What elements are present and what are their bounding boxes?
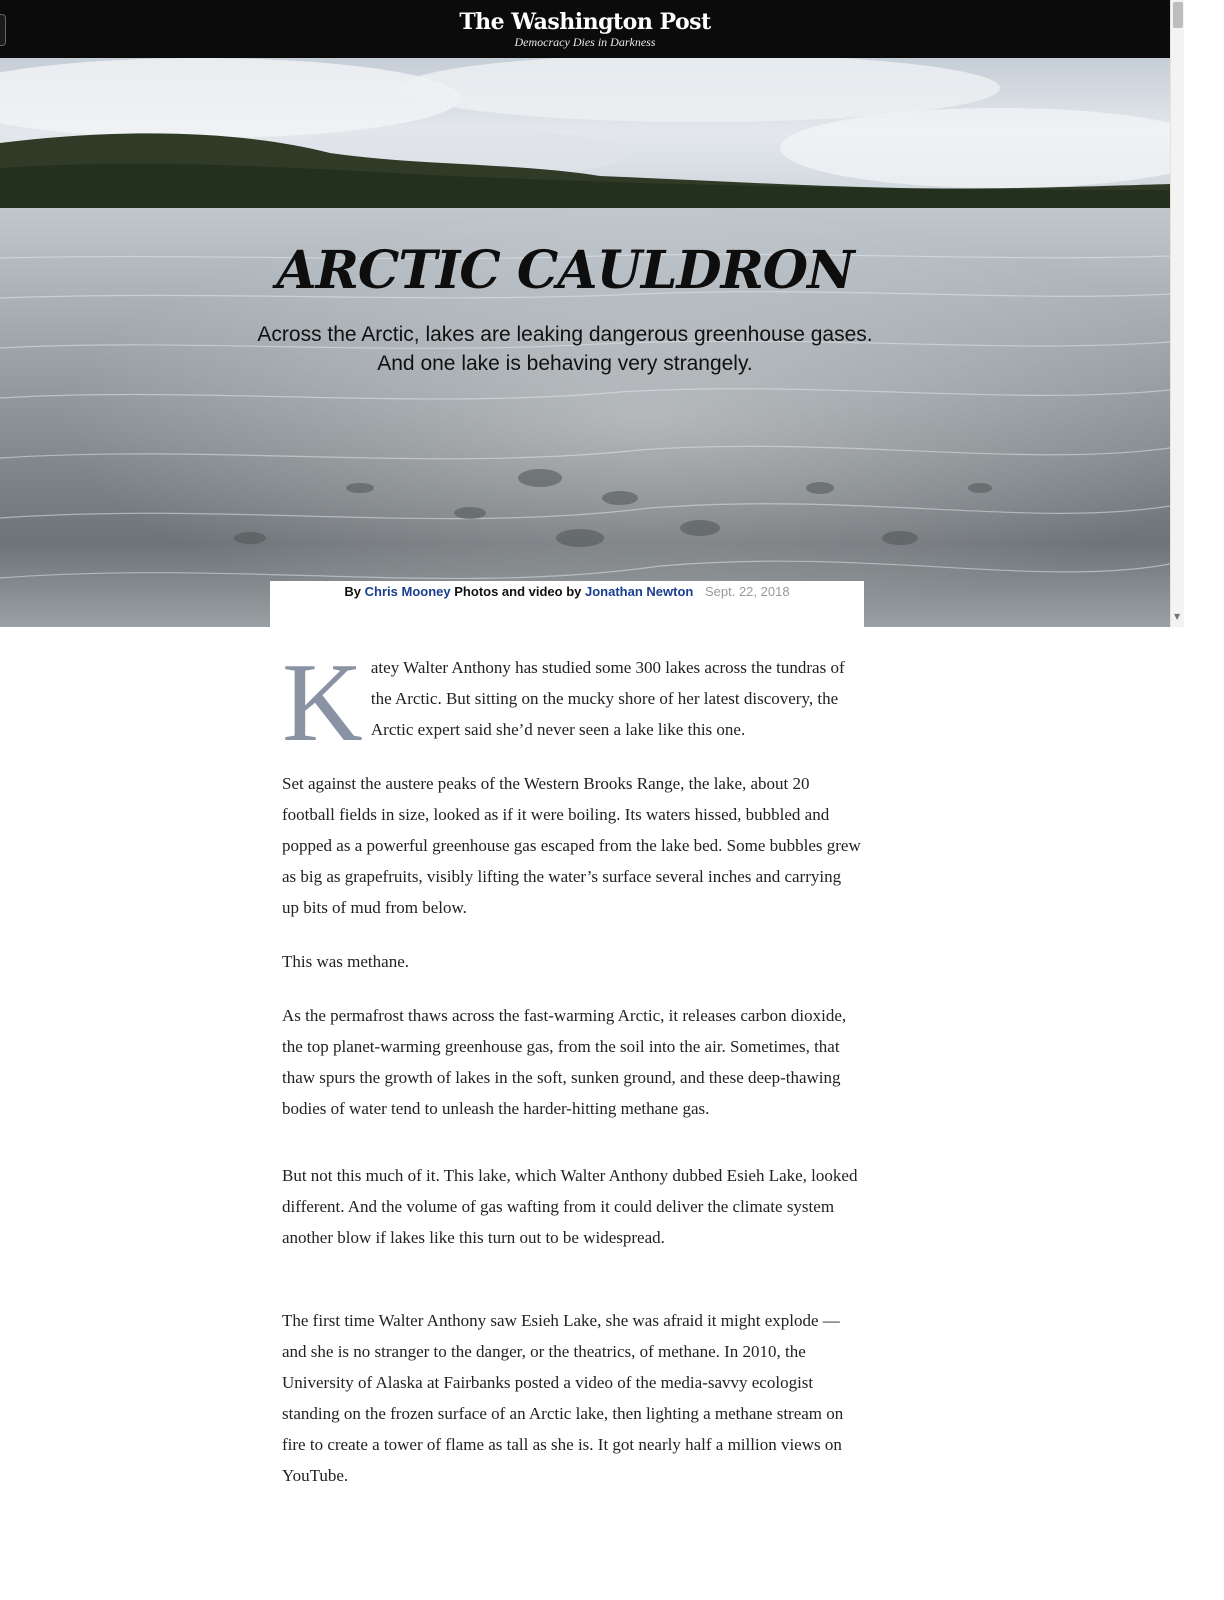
paragraph-3: This was methane. — [282, 952, 409, 971]
headline: ARCTIC CAULDRON — [276, 240, 854, 301]
author-link-chris-mooney[interactable]: Chris Mooney — [364, 584, 451, 599]
scrollbar[interactable] — [1170, 0, 1184, 627]
masthead[interactable] — [0, 9, 1170, 49]
byline-photos-label: Photos and video by — [454, 584, 582, 599]
paragraph-1 — [282, 641, 862, 765]
subheadline: Across the Arctic, lakes are leaking dangerous greenhouse gases. And one lake is behaving very strangely. — [257, 323, 873, 375]
drop-cap: K — [282, 641, 363, 765]
author-link-jonathan-newton[interactable]: Jonathan Newton — [585, 584, 694, 599]
byline-by: By — [344, 584, 362, 599]
paragraph-4: As the permafrost thaws across the fast-warming Arctic, it releases carbon dioxide, the top planet-warming greenhouse gas, from the soil into the air. Sometimes, that thaw spurs the growth of lakes in the soft, sunken ground, and these deep-thawing bodies of water tend to unleash the harder-hitting methane gas. — [282, 1006, 847, 1118]
site-header — [0, 0, 1170, 58]
publish-date: Sept. 22, 2018 — [704, 584, 790, 599]
washington-post-logo[interactable]: The Washington Post — [459, 9, 711, 35]
paragraph-5: But not this much of it. This lake, which Walter Anthony dubbed Esieh Lake, looked different. And the volume of gas wafting from it could deliver the climate system another blow if lakes like this turn out to be widespread. — [282, 1166, 858, 1247]
paragraph-1-text: atey Walter Anthony has studied some 300 lakes across the tundras of the Arctic. But sitting on the mucky shore of her latest discovery, the Arctic expert said she’d never seen a lake like this one. — [370, 658, 845, 739]
byline — [270, 581, 864, 627]
paragraph-6: The first time Walter Anthony saw Esieh Lake, she was afraid it might explode — and she is no stranger to the danger, or the theatrics, of methane. In 2010, the University of Alaska at Fairbanks posted a video of the media-savvy ecologist standing on the frozen surface of an Arctic lake, then lighting a methane stream on fire to create a tower of flame as tall as she is. It got nearly half a million views on YouTube. — [282, 1311, 844, 1485]
hero-image — [0, 58, 1170, 627]
article-body — [282, 641, 862, 1514]
scrollbar-thumb[interactable] — [1173, 2, 1183, 28]
tagline: Democracy Dies in Darkness — [514, 35, 656, 49]
paragraph-2: Set against the austere peaks of the Western Brooks Range, the lake, about 20 football fields in size, looked as if it were boiling. Its waters hissed, bubbled and popped as a powerful greenhouse gas escaped from the lake bed. Some bubbles grew as big as grapefruits, visibly lifting the water’s surface several inches and carrying up bits of mud from below. — [282, 774, 861, 917]
scroll-down-arrow-icon[interactable]: ▼ — [1174, 612, 1181, 621]
